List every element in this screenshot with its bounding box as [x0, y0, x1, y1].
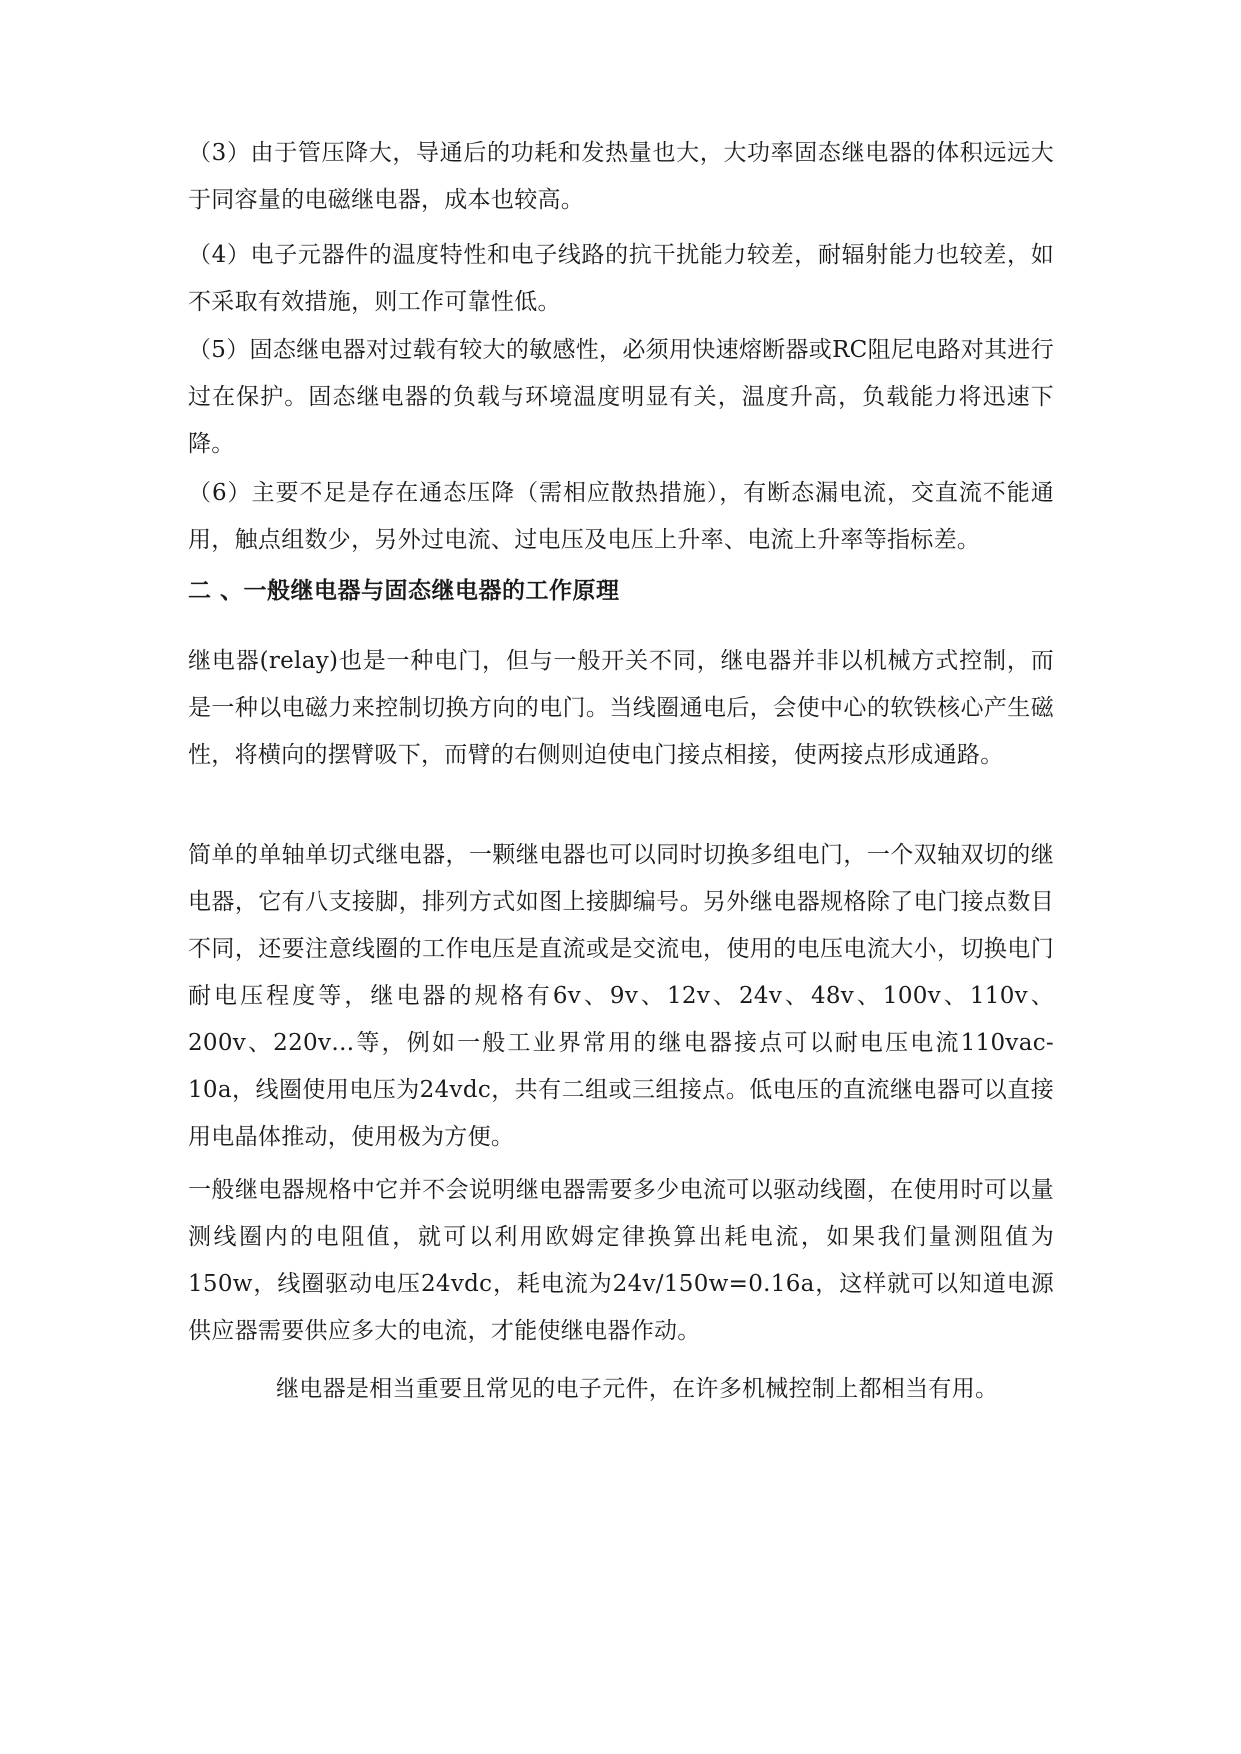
paragraph-closing: 继电器是相当重要且常见的电子元件，在许多机械控制上都相当有用。: [276, 1376, 999, 1402]
paragraph-relay-current: 一般继电器规格中它并不会说明继电器需要多少电流可以驱动线圈，在使用时可以量测线圈内的电阻值，就可以利用欧姆定律换算出耗电流，如果我们量测阻值为150w，线圈驱动电压24vdc，耗电流为24v/150w=0.16a，这样就可以知道电源供应器需要供应多大的电流，才能使继电器作动。: [188, 1177, 1054, 1344]
paragraph-disadvantage-5: （5）固态继电器对过载有较大的敏感性，必须用快速熔断器或RC阻尼电路对其进行过在保护。固态继电器的负载与环境温度明显有关，温度升高，负载能力将迅速下降。: [188, 337, 1054, 457]
paragraph-disadvantage-3: （3）由于管压降大，导通后的功耗和发热量也大，大功率固态继电器的体积远远大于同容量的电磁继电器，成本也较高。: [188, 140, 1054, 213]
paragraph-relay-specs: 简单的单轴单切式继电器，一颗继电器也可以同时切换多组电门，一个双轴双切的继电器，它有八支接脚，排列方式如图上接脚编号。另外继电器规格除了电门接点数目不同，还要注意线圈的工作电压是直流或是交流电，使用的电压电流大小，切换电门耐电压程度等，继电器的规格有6v、9v、12v、24v、48v、100v、110v、200v、220v…等，例如一般工业界常用的继电器接点可以耐电压电流110vac-10a，线圈使用电压为24vdc，共有二组或三组接点。低电压的直流继电器可以直接用电晶体推动，使用极为方便。: [188, 842, 1054, 1150]
paragraph-relay-intro: 继电器(relay)也是一种电门，但与一般开关不同，继电器并非以机械方式控制，而是一种以电磁力来控制切换方向的电门。当线圈通电后，会使中心的软铁核心产生磁性，将横向的摆臂吸下，而臂的右侧则迫使电门接点相接，使两接点形成通路。: [188, 648, 1054, 768]
section-heading: 二 、一般继电器与固态继电器的工作原理: [188, 578, 620, 604]
paragraph-disadvantage-6: （6）主要不足是存在通态压降（需相应散热措施），有断态漏电流，交直流不能通用，触点组数少，另外过电流、过电压及电压上升率、电流上升率等指标差。: [188, 480, 1054, 553]
paragraph-disadvantage-4: （4）电子元器件的温度特性和电子线路的抗干扰能力较差，耐辐射能力也较差，如不采取有效措施，则工作可靠性低。: [188, 242, 1054, 315]
